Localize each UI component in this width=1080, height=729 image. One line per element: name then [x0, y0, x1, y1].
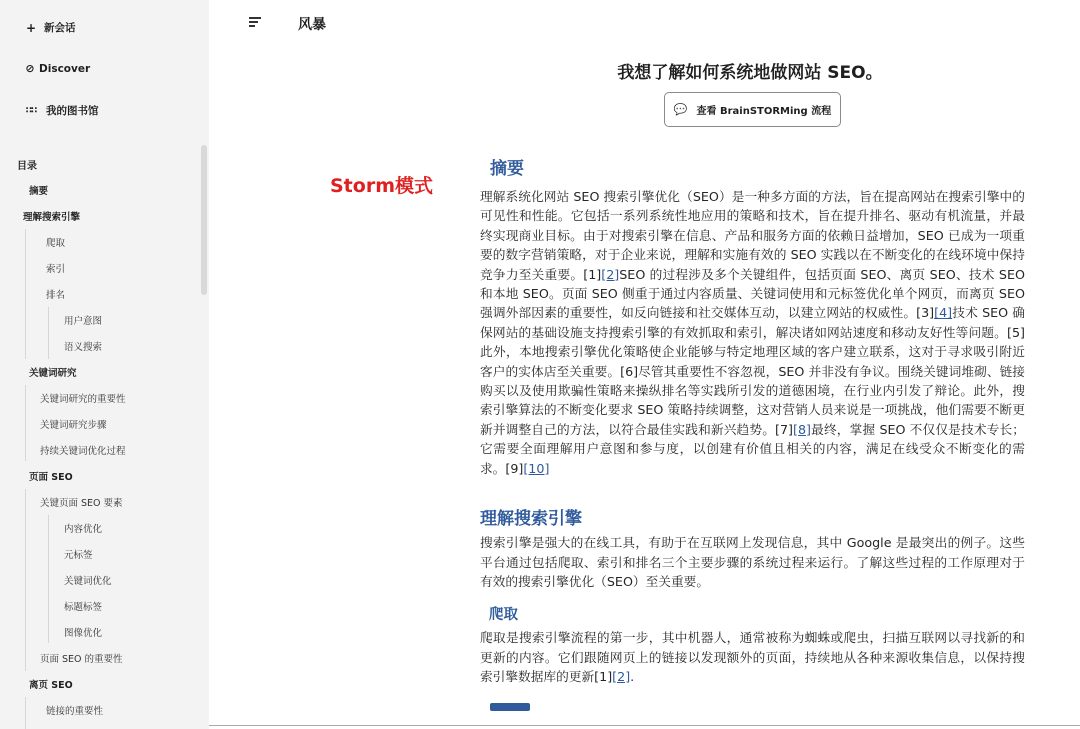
chat-bubbles-icon: 💬: [673, 103, 688, 116]
brainstorm-process-button[interactable]: [664, 92, 841, 127]
toc-item-title-tags[interactable]: 标题标签: [64, 602, 103, 613]
sidebar-scrollbar[interactable]: [201, 145, 207, 295]
toc-item-crawling[interactable]: 爬取: [46, 238, 66, 249]
toc-item-semantic-search[interactable]: 语义搜索: [64, 342, 103, 353]
citation-link[interactable]: [2]: [601, 266, 620, 282]
summary-text-2: SEO 的过程涉及多个关键组件，包括页面 SEO、离页 SEO、技术 SEO 和本地 SEO。页面 SEO 侧重于通过内容质量、关键词使用和元标签优化单个网页，而离页 SEO 强调外部因素的重要性，如反向链接和社交媒体互动，以建立网站的权威性。[3]: [480, 266, 1025, 321]
toc-item-content-optimization[interactable]: 内容优化: [64, 524, 103, 535]
menu-icon[interactable]: [249, 17, 261, 27]
storm-mode-annotation: Storm模式: [330, 175, 433, 197]
toc-item-keyword-steps[interactable]: 关键词研究步骤: [40, 420, 107, 431]
grid-icon: ∷∷: [25, 105, 37, 116]
toc-item-keyword-optimization-process[interactable]: 持续关键词优化过程: [40, 446, 126, 457]
toc-item-off-page-seo[interactable]: 离页 SEO: [29, 680, 73, 691]
crawling-text: 爬取是搜索引擎流程的第一步，其中机器人，通常被称为蜘蛛或爬虫，扫描互联网以寻找新的和更新的内容。它们跟随网页上的链接以发现额外的页面，持续地从各种来源收集信息，以保持搜索引擎数据库的更新[1]: [480, 630, 1025, 685]
new-chat-label: 新会话: [44, 22, 76, 34]
toc-item-summary[interactable]: 摘要: [29, 186, 49, 197]
citation-link[interactable]: [2]: [612, 669, 631, 685]
toc-item-keyword-research[interactable]: 关键词研究: [29, 368, 77, 379]
discover-button[interactable]: [24, 62, 90, 75]
citation-link[interactable]: [4]: [934, 305, 953, 321]
brainstorm-button-label: 查看 BrainSTORMing 流程: [696, 106, 832, 117]
crawling-paragraph: [480, 628, 1025, 686]
summary-heading: 摘要: [490, 159, 524, 179]
window-bottom-edge: [209, 725, 1080, 726]
toc-guide-line: [25, 697, 26, 729]
citation-link[interactable]: [10]: [523, 460, 550, 476]
toc-item-meta-tags[interactable]: 元标签: [64, 550, 93, 561]
toc-guide-line: [25, 385, 26, 461]
compass-icon: ⊘: [25, 62, 35, 75]
toc-title: 目录: [17, 161, 37, 172]
crawling-heading: 爬取: [489, 607, 518, 624]
crawling-tail: .: [630, 669, 635, 685]
summary-text-3: 技术 SEO 确保网站的基础设施支持搜索引擎的有效抓取和索引，解决诸如网站速度和移动友好性等问题。[5]此外，本地搜索引擎优化策略使企业能够与特定地理区域的客户建立联系，这对于寻求吸引附近客户的实体店至关重要。[6]尽管其重要性不容忽视，SEO 并非没有争议。围绕关键词堆砌、链接购买以及使用欺骗性策略来操纵排名等实践所引发的道德困境，在行业内引发了辩论。此外，搜索引擎算法的不断变化要求 SEO 策略持续调整，这对营销人员来说是一项挑战，他们需要不断更新并调整自己的方法，以符合最佳实践和新兴趋势。[7]: [480, 305, 1025, 437]
toc-item-ranking[interactable]: 排名: [46, 290, 66, 301]
toc-guide-line: [48, 515, 49, 643]
toc-item-user-intent[interactable]: 用户意图: [64, 316, 103, 327]
next-heading-partial: [480, 699, 1025, 713]
sidebar: [0, 0, 209, 729]
page-title: 风暴: [298, 17, 326, 33]
article: [480, 155, 1025, 713]
toc-item-indexing[interactable]: 索引: [46, 264, 66, 275]
toc-item-on-page-seo[interactable]: 页面 SEO: [29, 472, 73, 483]
library-button[interactable]: [24, 103, 99, 118]
summary-text-1: 理解系统化网站 SEO 搜索引擎优化（SEO）是一种多方面的方法，旨在提高网站在搜索引擎中的可见性和性能。它包括一系列系统性地应用的策略和技术，旨在提升排名、驱动有机流量，并最终实现商业目标。由于对搜索引擎在信息、产品和服务方面的依赖日益增加，SEO 已成为一项重要的数字营销策略，对于企业来说，理解和实施有效的 SEO 实践以在不断变化的在线环境中保持竞争力至关重要。[1]: [480, 189, 1025, 282]
toc-item-key-on-page-elements[interactable]: 关键页面 SEO 要素: [40, 498, 123, 509]
new-chat-button[interactable]: [24, 20, 76, 35]
toc-item-link-importance[interactable]: 链接的重要性: [46, 706, 104, 717]
understand-search-engines-heading: 理解搜索引擎: [480, 509, 582, 530]
discover-label: Discover: [39, 62, 91, 75]
toc-guide-line: [25, 229, 26, 359]
summary-paragraph: [480, 187, 1025, 478]
plus-icon: +: [25, 20, 37, 35]
citation-link[interactable]: [8]: [793, 421, 811, 437]
toc-item-understand-search-engines[interactable]: 理解搜索引擎: [23, 212, 81, 223]
question-heading: 我想了解如何系统地做网站 SEO。: [617, 63, 883, 83]
toc-guide-line: [25, 489, 26, 671]
understand-search-engines-paragraph: 搜索引擎是强大的在线工具，有助于在互联网上发现信息，其中 Google 是最突出的例子。这些平台通过包括爬取、索引和排名三个主要步骤的系统过程来运行。了解这些过程的工作原理对于有效的搜索引擎优化（SEO）至关重要。: [480, 535, 1025, 589]
toc-item-on-page-importance[interactable]: 页面 SEO 的重要性: [40, 654, 123, 665]
toc-guide-line: [48, 307, 49, 359]
toc-item-image-optimization[interactable]: 图像优化: [64, 628, 103, 639]
toc-item-keyword-optimization[interactable]: 关键词优化: [64, 576, 112, 587]
summary-text-4: 最终，掌握 SEO 不仅仅是技术专长；它需要全面理解用户意图和参与度，以创建有价值且相关的内容，满足在线受众不断变化的需求。[9]: [480, 421, 1025, 476]
library-label: 我的图书馆: [46, 105, 99, 117]
toc-item-keyword-importance[interactable]: 关键词研究的重要性: [40, 394, 126, 405]
